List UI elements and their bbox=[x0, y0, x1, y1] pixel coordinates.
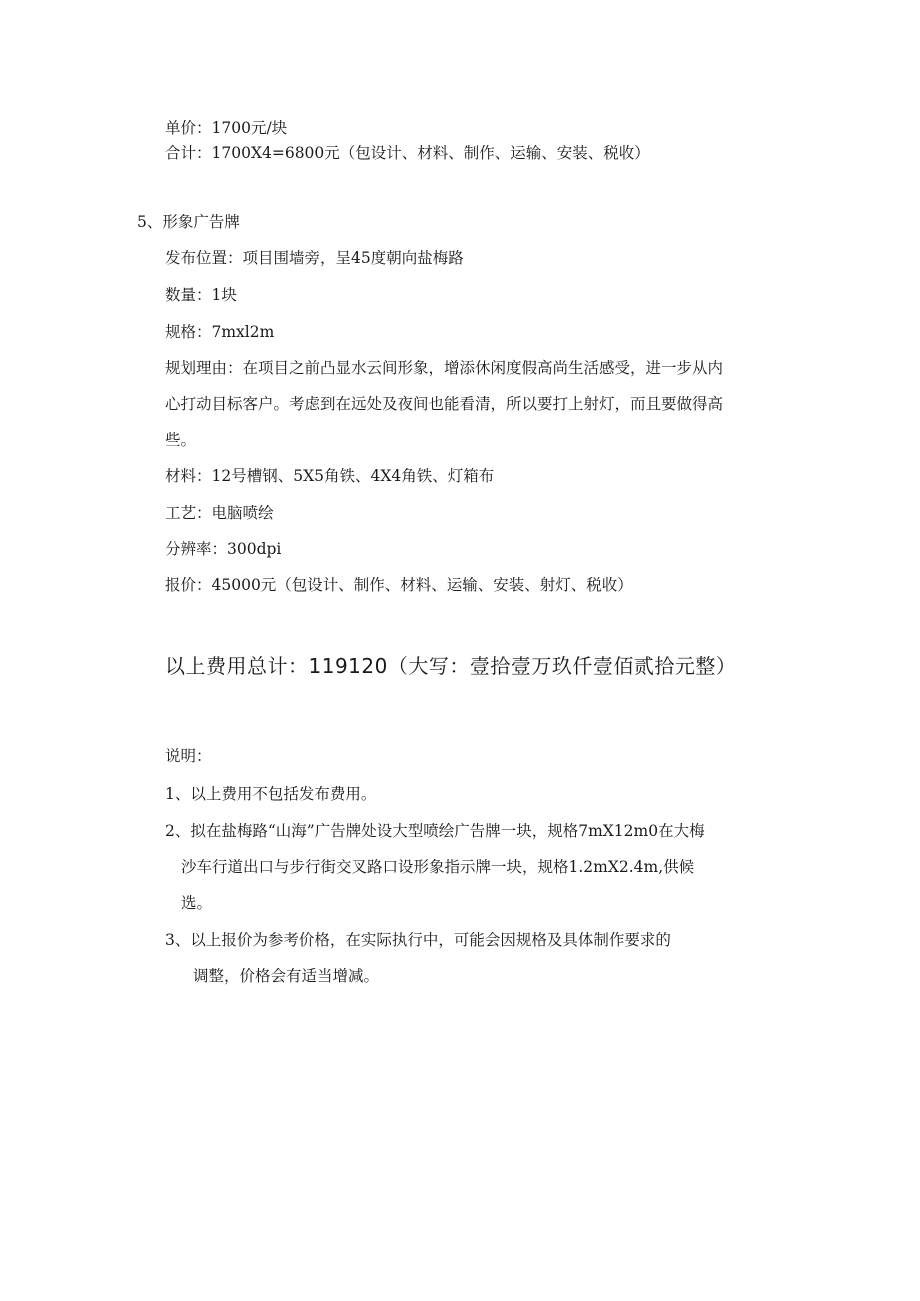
notes-title: 说明： bbox=[165, 747, 212, 765]
note-3-line-1: 3、以上报价为参考价格，在实际执行中，可能会因规格及具体制作要求的 bbox=[165, 931, 671, 949]
resolution-line: 分辨率：300dpi bbox=[165, 540, 282, 558]
note-2-line-3: 选。 bbox=[181, 894, 213, 912]
section-heading: 5、形象广告牌 bbox=[137, 213, 240, 231]
note-3-line-2: 调整，价格会有适当增减。 bbox=[193, 967, 380, 985]
rationale-line-2: 心打动目标客户。考虑到在远处及夜间也能看清，所以要打上射灯，而且要做得高 bbox=[165, 395, 724, 413]
rationale-line-3: 些。 bbox=[165, 431, 197, 449]
rationale-line-1: 规划理由：在项目之前凸显水云间形象，增添休闲度假高尚生活感受，进一步从内 bbox=[165, 359, 724, 377]
location-line: 发布位置：项目围墙旁，呈45度朝向盐梅路 bbox=[165, 249, 464, 267]
unit-price-line: 单价：1700元/块 bbox=[165, 119, 288, 137]
quantity-line: 数量：1块 bbox=[165, 286, 237, 304]
quote-line: 报价：45000元（包设计、制作、材料、运输、安装、射灯、税收） bbox=[165, 576, 633, 594]
process-line: 工艺：电脑喷绘 bbox=[165, 504, 274, 522]
note-2-line-2: 沙车行道出口与步行街交叉路口设形象指示牌一块，规格1.2mX2.4m,供候 bbox=[181, 858, 695, 876]
total-cost-line: 以上费用总计：119120（大写：壹拾壹万玖仟壹佰贰拾元整） bbox=[165, 654, 737, 678]
total-line: 合计：1700X4=6800元（包设计、材料、制作、运输、安装、税收） bbox=[165, 144, 650, 162]
note-1: 1、以上费用不包括发布费用。 bbox=[165, 785, 377, 803]
note-2-line-1: 2、拟在盐梅路“山海”广告牌处设大型喷绘广告牌一块，规格7mX12m0在大梅 bbox=[165, 822, 705, 840]
material-line: 材料：12号槽钢、5X5角铁、4X4角铁、灯箱布 bbox=[165, 467, 495, 485]
spec-line: 规格：7mxl2m bbox=[165, 323, 275, 341]
